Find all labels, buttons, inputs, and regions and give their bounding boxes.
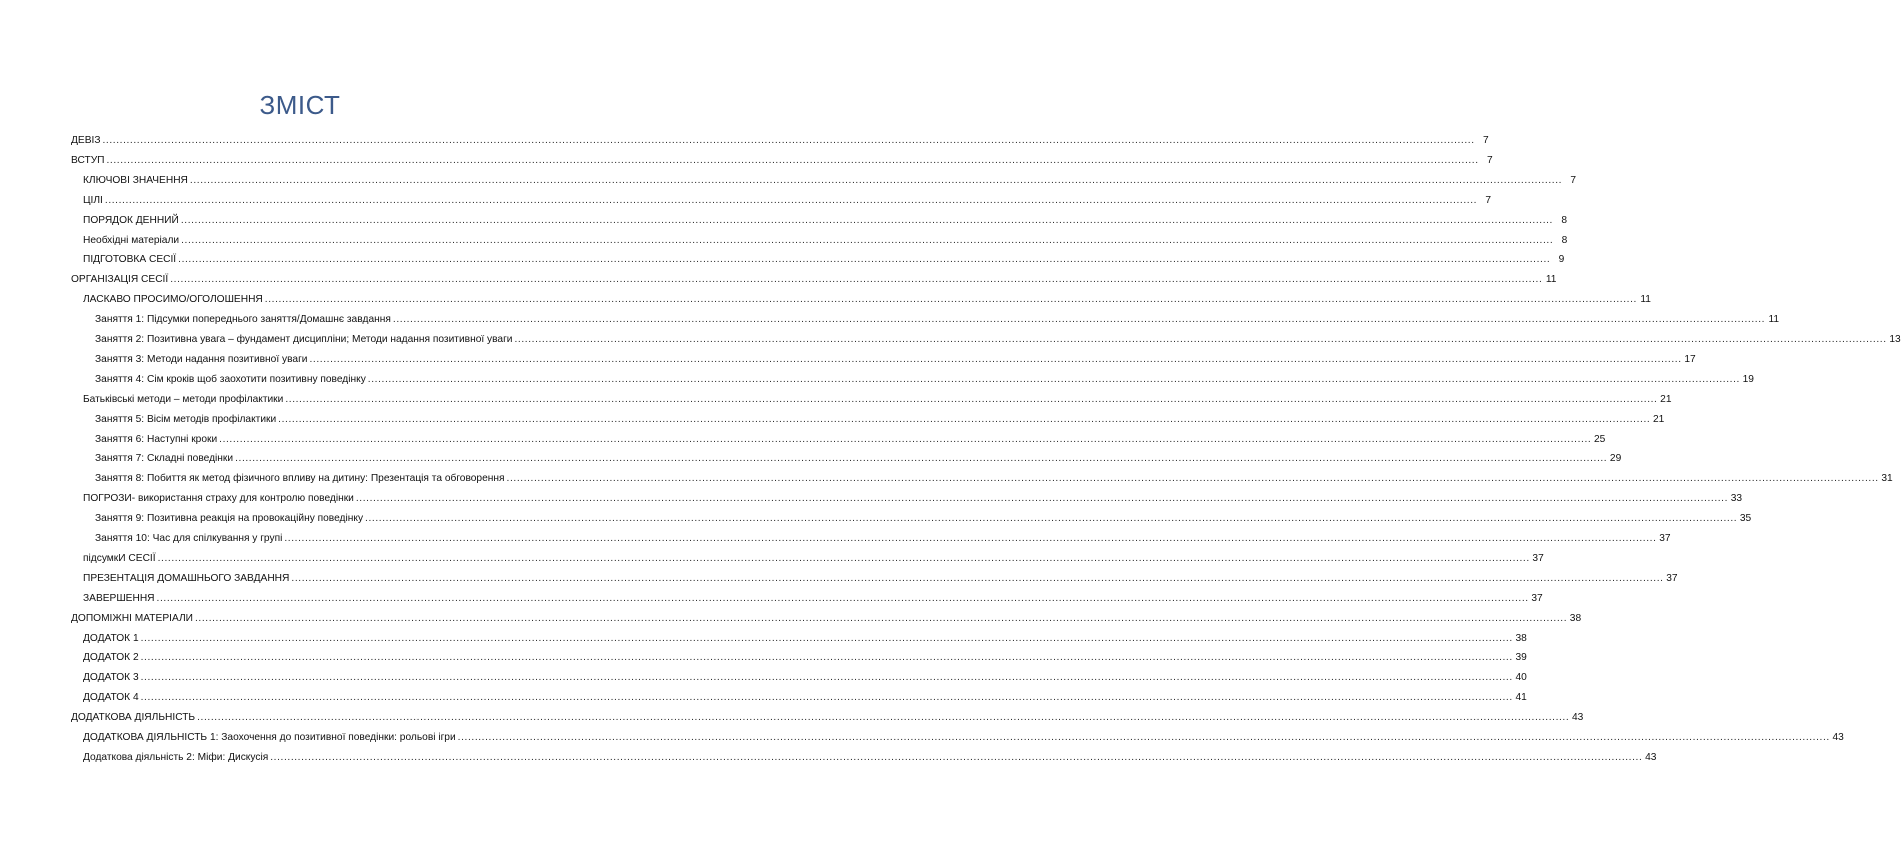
dot-leader: ................................................................................................................................................................................................................................................................................................................................................................................................................ [102,135,1475,146]
toc-entry-title: Батьківські методи – методи профілактики [83,393,284,405]
dot-leader: ................................................................................................................................................................................................................................................................................................................................................................................................................ [367,373,1740,385]
toc-entry-title: Заняття 2: Позитивна увага – фундамент дисципліни; Методи надання позитивної уваги [95,334,513,345]
toc-entry-page-number: 29 [1609,453,1622,465]
toc-entry[interactable] [0,286,1651,306]
toc-entry[interactable] [0,445,1622,465]
toc-entry[interactable] [0,246,1565,266]
toc-entry-title: Додаткова діяльність 2: Міфи: Дискусія [83,751,269,763]
toc-entry-page-number: 33 [1730,493,1743,505]
toc-entry-title: Заняття 10: Час для спілкування у групі [95,533,283,544]
toc-entry-page-number: 17 [1684,353,1696,365]
dot-leader: ................................................................................................................................................................................................................................................................................................................................................................................................................ [365,513,1738,525]
toc-entry-title: Заняття 7: Складні поведінки [95,453,234,465]
toc-entry-page-number: 38 [1515,632,1527,644]
toc-entry-page-number: 43 [1645,751,1657,763]
toc-entry[interactable] [0,266,1557,286]
toc-entry-page-number: 7 [1485,194,1492,206]
toc-entry-page-number: 37 [1666,572,1678,584]
dot-leader: ................................................................................................................................................................................................................................................................................................................................................................................................................ [457,732,1830,743]
toc-entry[interactable] [0,545,1544,565]
dot-leader: ................................................................................................................................................................................................................................................................................................................................................................................................................ [197,712,1570,724]
toc-entry-page-number: 43 [1571,712,1584,724]
dot-leader: ................................................................................................................................................................................................................................................................................................................................................................................................................ [309,353,1682,365]
toc-entry-title: КЛЮЧОВІ ЗНАЧЕННЯ [83,174,188,186]
toc-entry-page-number: 21 [1660,393,1672,405]
toc-entry[interactable] [0,724,1844,744]
dot-leader: ................................................................................................................................................................................................................................................................................................................................................................................................................ [270,751,1643,763]
dot-leader: ................................................................................................................................................................................................................................................................................................................................................................................................................ [264,294,1637,306]
dot-leader: ................................................................................................................................................................................................................................................................................................................................................................................................................ [278,413,1651,425]
toc-entry-title: ЦІЛІ [83,194,103,206]
toc-entry[interactable] [0,605,1582,625]
toc-entry-page-number: 31 [1881,473,1893,485]
dot-leader: ................................................................................................................................................................................................................................................................................................................................................................................................................ [104,194,1478,206]
toc-entry-page-number: 7 [1482,135,1489,146]
toc-entry-title: Заняття 4: Сім кроків щоб заохотити позитивну поведінку [95,373,366,385]
toc-entry[interactable] [0,326,1901,346]
toc-entry-page-number: 11 [1640,294,1651,306]
toc-entry-page-number: 11 [1768,314,1780,326]
toc-entry-title: ДОДАТОК 4 [83,692,139,704]
toc-entry-title: ПОРЯДОК ДЕННИЙ [83,214,179,226]
toc-entry[interactable] [0,704,1584,724]
toc-entry[interactable] [0,485,1743,505]
toc-entry[interactable] [0,585,1543,605]
dot-leader: ................................................................................................................................................................................................................................................................................................................................................................................................................ [235,453,1608,465]
dot-leader: ................................................................................................................................................................................................................................................................................................................................................................................................................ [219,433,1592,445]
toc-entry-title: ДОДАТОК 3 [83,672,139,684]
dot-leader: ................................................................................................................................................................................................................................................................................................................................................................................................................ [189,174,1563,186]
dot-leader: ................................................................................................................................................................................................................................................................................................................................................................................................................ [157,552,1530,564]
toc-entry-title: ОРГАНІЗАЦІЯ СЕСІЇ [71,274,169,286]
toc-entry[interactable] [0,625,1527,645]
dot-leader: ................................................................................................................................................................................................................................................................................................................................................................................................................ [140,692,1513,704]
dot-leader: ................................................................................................................................................................................................................................................................................................................................................................................................................ [514,334,1887,345]
toc-entry-title: ДОДАТОК 1 [83,632,139,644]
dot-leader: ................................................................................................................................................................................................................................................................................................................................................................................................................ [291,572,1664,584]
page-title: ЗМІСТ [259,90,341,120]
dot-leader: ................................................................................................................................................................................................................................................................................................................................................................................................................ [140,632,1513,644]
toc-entry-page-number: 37 [1531,592,1543,604]
toc-entry-title: Заняття 6: Наступні кроки [95,433,218,445]
toc-entry-title: Заняття 3: Методи надання позитивної уваги [95,353,308,365]
toc-entry[interactable] [0,346,1696,366]
toc-entry-title: ВСТУП [71,154,105,166]
dot-leader: ................................................................................................................................................................................................................................................................................................................................................................................................................ [140,672,1513,684]
toc-entry-page-number: 38 [1569,612,1582,624]
dot-leader: ................................................................................................................................................................................................................................................................................................................................................................................................................ [284,533,1657,544]
toc-entry-page-number: 39 [1515,652,1527,664]
toc-entry-page-number: 25 [1593,433,1606,445]
toc-entry-title: Заняття 9: Позитивна реакція на провокаційну поведінку [95,513,364,525]
toc-entry-page-number: 40 [1515,672,1527,684]
toc-entry-title: ПІДГОТОВКА СЕСІЇ [83,254,177,266]
toc-entry[interactable] [0,644,1527,664]
toc-entry-page-number: 43 [1832,732,1844,743]
toc-entry[interactable] [0,664,1527,684]
dot-leader: ................................................................................................................................................................................................................................................................................................................................................................................................................ [194,612,1568,624]
toc-entry-page-number: 8 [1561,214,1567,226]
dot-leader: ................................................................................................................................................................................................................................................................................................................................................................................................................ [285,393,1658,405]
toc-entry-title: ПОГРОЗИ- використання страху для контролю поведінки [83,493,354,505]
toc-entry[interactable] [0,386,1672,406]
toc-entry[interactable] [0,465,1893,485]
toc-entry-page-number: 21 [1653,413,1665,425]
toc-entry-page-number: 7 [1487,154,1493,166]
toc-entry-page-number: 41 [1515,692,1527,704]
dot-leader: ................................................................................................................................................................................................................................................................................................................................................................................................................ [156,592,1529,604]
toc-entry-title: ДОДАТКОВА ДІЯЛЬНІСТЬ 1: Заохочення до позитивної поведінки: рольові ігри [83,732,456,743]
dot-leader: ................................................................................................................................................................................................................................................................................................................................................................................................................ [355,493,1729,505]
toc-entry[interactable] [0,207,1567,227]
toc-entry[interactable] [0,525,1671,545]
toc-entry[interactable] [0,187,1492,207]
toc-entry-title: ЗАВЕРШЕННЯ [83,592,155,604]
toc-entry[interactable] [0,167,1577,187]
toc-entry-title: ДЕВІЗ [71,135,101,146]
dot-leader: ................................................................................................................................................................................................................................................................................................................................................................................................................ [181,234,1554,246]
toc-entry-title: ДОДАТКОВА ДІЯЛЬНІСТЬ [71,712,196,724]
toc-entry-page-number: 35 [1739,513,1752,525]
toc-entry-page-number: 9 [1558,254,1565,266]
toc-entry-title: Заняття 5: Вісім методів профілактики [95,413,277,425]
toc-entry-title: Заняття 8: Побиття як метод фізичного впливу на дитину: Презентація та обговорення [95,473,505,485]
dot-leader: ................................................................................................................................................................................................................................................................................................................................................................................................................ [106,154,1479,166]
dot-leader: ................................................................................................................................................................................................................................................................................................................................................................................................................ [140,652,1513,664]
toc-entry-title: ЛАСКАВО ПРОСИМО/ОГОЛОШЕННЯ [83,294,263,306]
toc-entry[interactable] [0,366,1754,386]
toc-entry-page-number: 7 [1570,174,1577,186]
toc-entry-title: підсумкИ СЕСІЇ [83,552,156,564]
dot-leader: ................................................................................................................................................................................................................................................................................................................................................................................................................ [180,214,1553,226]
toc-entry[interactable] [0,426,1606,446]
toc-entry[interactable] [0,565,1678,585]
dot-leader: ................................................................................................................................................................................................................................................................................................................................................................................................................ [392,314,1766,326]
dot-leader: ................................................................................................................................................................................................................................................................................................................................................................................................................ [178,254,1551,266]
toc-entry[interactable] [0,744,1657,764]
dot-leader: ................................................................................................................................................................................................................................................................................................................................................................................................................ [170,274,1543,286]
toc-entry[interactable] [0,684,1527,704]
toc-entry[interactable] [0,406,1665,426]
toc-entry-page-number: 19 [1742,373,1754,385]
toc-entry[interactable] [0,306,1780,326]
toc-entry-page-number: 37 [1659,533,1671,544]
toc-entry-page-number: 11 [1545,274,1557,286]
toc-entry-title: ДОПОМІЖНІ МАТЕРІАЛИ [71,612,193,624]
toc-entry-title: ПРЕЗЕНТАЦІЯ ДОМАШНЬОГО ЗАВДАННЯ [83,572,290,584]
toc-entry-page-number: 13 [1889,334,1901,345]
toc-entry[interactable] [0,127,1489,147]
toc-entry-page-number: 37 [1532,552,1544,564]
toc-entry[interactable] [0,227,1568,247]
toc-entry-title: Заняття 1: Підсумки попереднього заняття/Домашнє завдання [95,314,391,326]
toc-entry-title: ДОДАТОК 2 [83,652,139,664]
toc-entry-page-number: 8 [1561,234,1568,246]
toc-entry[interactable] [0,147,1493,167]
dot-leader: ................................................................................................................................................................................................................................................................................................................................................................................................................ [506,473,1879,485]
toc-entry[interactable] [0,505,1752,525]
toc-entry-title: Необхідні матеріали [83,234,180,246]
